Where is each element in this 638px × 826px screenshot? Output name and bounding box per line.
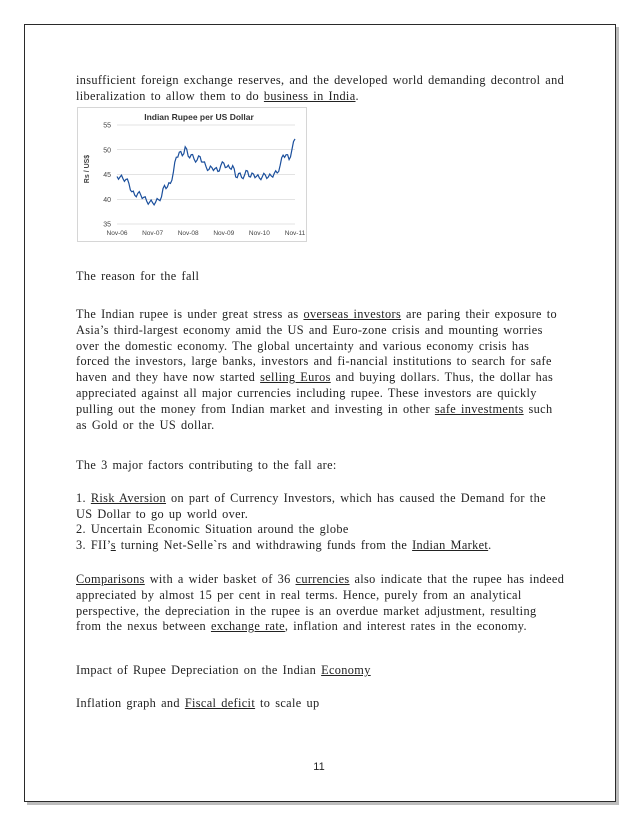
indian-market-link[interactable]: Indian Market bbox=[412, 538, 489, 552]
fall-text-2: are paring their exposure to Asia’s third-largest economy amid the US and Euro-zone crisis and mounting worries over the domestic economy. The global uncertainty and various economy crisis has forced the investors, large banks, investors and fi-nancial institutions to search for safe haven and they have now started bbox=[76, 307, 558, 385]
impact-heading bbox=[76, 663, 566, 679]
x-tick-label: Nov-06 bbox=[106, 230, 128, 237]
fii-s-link[interactable]: s bbox=[110, 538, 116, 552]
safe-investments-link[interactable]: safe investments bbox=[434, 401, 524, 416]
y-tick-label: 35 bbox=[103, 221, 111, 229]
economy-link[interactable]: Economy bbox=[321, 663, 371, 677]
comparisons-paragraph bbox=[76, 572, 566, 635]
factor-1-text: on part of Currency Investors, which has caused the Demand for the US Dollar to go up world over. bbox=[76, 491, 546, 521]
x-tick-label: Nov-11 bbox=[284, 230, 306, 237]
comparisons-text-1: with a wider basket of 36 bbox=[144, 572, 296, 586]
factor-3-period: . bbox=[488, 538, 492, 552]
factor-2: 2. Uncertain Economic Situation around the globe bbox=[76, 522, 349, 536]
selling-euros-link[interactable]: selling Euros bbox=[260, 370, 331, 385]
x-tick-label: Nov-10 bbox=[248, 230, 270, 237]
inflation-text-2: to scale up bbox=[255, 696, 320, 710]
currencies-link[interactable]: currencies bbox=[295, 572, 350, 586]
factors-intro: The 3 major factors contributing to the fall are: bbox=[76, 458, 337, 472]
factor-3 bbox=[76, 538, 566, 554]
factor-1 bbox=[76, 491, 566, 523]
x-tick-label: Nov-07 bbox=[142, 230, 164, 237]
fall-paragraph bbox=[76, 307, 566, 433]
overseas-investors-link[interactable]: overseas investors bbox=[303, 307, 402, 321]
x-tick-label: Nov-09 bbox=[213, 230, 235, 237]
comparisons-text-2: also indicate that the rupee has indeed appreciated by almost 15 per cent in real terms. Hence, purely from an analytical perspective, the depreciation in the rupee is an overdue market adjustment, resulting from the nexus between bbox=[76, 572, 565, 634]
fiscal-deficit-link[interactable]: Fiscal deficit bbox=[184, 696, 256, 710]
heading-reason-fall: The reason for the fall bbox=[76, 269, 200, 283]
rupee-chart bbox=[77, 107, 307, 242]
intro-period: . bbox=[355, 88, 359, 103]
fall-text-1: The Indian rupee is under great stress as bbox=[76, 307, 304, 321]
page-number: 11 bbox=[313, 761, 325, 773]
intro-paragraph bbox=[76, 73, 566, 105]
exchange-rate-link[interactable]: exchange rate bbox=[210, 619, 285, 634]
risk-aversion-link[interactable]: Risk Aversion bbox=[90, 491, 167, 505]
comparisons-link[interactable]: Comparisons bbox=[76, 572, 145, 586]
factor-3-text-a: 3. FII’ bbox=[76, 538, 111, 552]
fall-text-3: and buying dollars. Thus, the dollar has appreciated against all major currencies including rupee. These investors are quickly pulling out the money from Indian market and investing in other bbox=[76, 370, 554, 416]
chart-ylabel: Rs / US$ bbox=[84, 154, 91, 184]
inflation-text-1: Inflation graph and bbox=[76, 696, 185, 710]
x-tick-label: Nov-08 bbox=[177, 230, 199, 237]
fall-text-4: such as Gold or the US dollar. bbox=[76, 401, 553, 432]
y-tick-label: 40 bbox=[103, 196, 111, 204]
intro-text: insufficient foreign exchange reserves, and the developed world demanding decontrol and liberalization to allow them to do bbox=[76, 73, 565, 103]
factor-1-num: 1. bbox=[76, 491, 91, 505]
inflation-heading bbox=[76, 696, 566, 712]
y-tick-label: 45 bbox=[103, 172, 111, 179]
comparisons-text-3: , inflation and interest rates in the economy. bbox=[284, 619, 527, 634]
business-in-india-link[interactable]: business in India bbox=[263, 88, 356, 103]
y-tick-label: 55 bbox=[103, 122, 111, 130]
rupee-chart-svg bbox=[77, 107, 307, 242]
factor-3-text-b: turning Net-Selle`rs and withdrawing funds from the bbox=[115, 538, 413, 552]
impact-text: Impact of Rupee Depreciation on the Indian bbox=[76, 663, 322, 677]
y-tick-label: 50 bbox=[103, 147, 111, 155]
chart-title: Indian Rupee per US Dollar bbox=[144, 112, 254, 122]
